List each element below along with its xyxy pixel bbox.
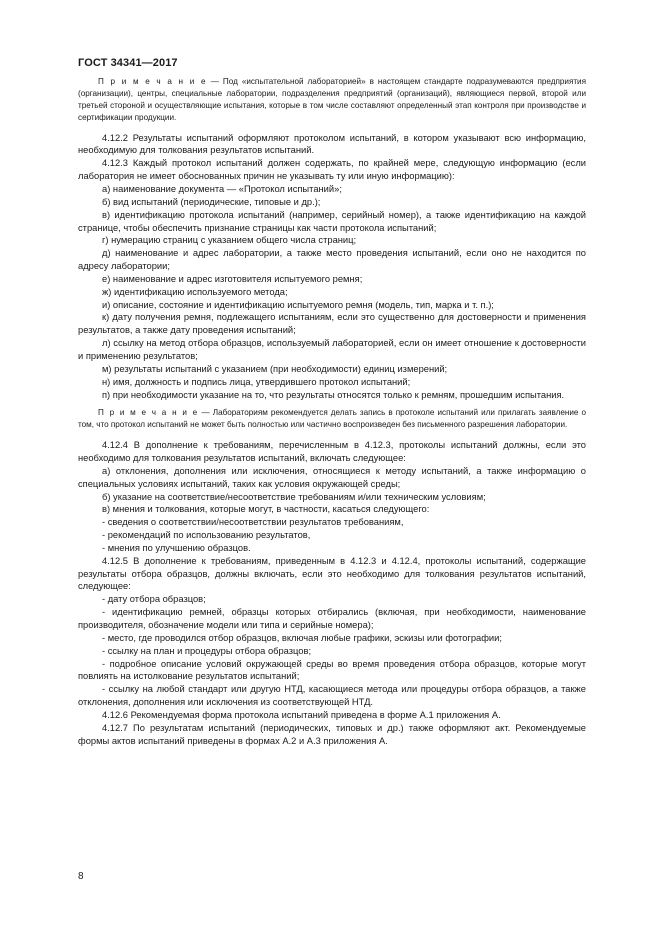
list-item: ж) идентификацию используемого метода; xyxy=(102,286,288,297)
list-item: к) дату получения ремня, подлежащего испытаниям, если это существенно для достоверности и применения результатов, а также дату проведения испытаний; xyxy=(78,312,586,336)
note-first xyxy=(78,76,586,124)
list-item: а) наименование документа — «Протокол испытаний»; xyxy=(102,184,342,194)
list-item: м) результаты испытаний с указанием (при необходимости) единиц измерений; xyxy=(102,363,448,374)
list-item: - мнения по улучшению образцов. xyxy=(102,542,251,553)
paragraph: 4.12.7 По результатам испытаний (периодических, типовых и др.) также оформляют акт. Рекомендуемые формы актов испытаний приведены в формах А.2 и А.3 приложения А. xyxy=(78,722,586,746)
list-item: н) имя, должность и подпись лица, утвердившего протокол испытаний; xyxy=(102,376,411,387)
list-item: б) вид испытаний (периодические, типовые и др.); xyxy=(102,196,321,207)
list-item: и) описание, состояние и идентификацию испытуемого ремня (модель, тип, марка и т. п.); xyxy=(102,299,494,310)
note-text: — Лабораториям рекомендуется делать запись в протоколе испытаний или прилагать заявление о том, что протокол испытаний не может быть полностью или частично воспроизведен без письменного разрешения лаборатории. xyxy=(78,408,587,430)
document-header: ГОСТ 34341—2017 xyxy=(78,57,178,69)
note-label: П р и м е ч а н и е xyxy=(98,77,207,86)
paragraph: 4.12.4 В дополнение к требованиям, перечисленным в 4.12.3, протоколы испытаний должны, если это необходимо для толкования результатов испытаний, включать следующее: xyxy=(78,440,586,463)
list-item: - ссылку на любой стандарт или другую НТД, касающиеся метода или процедуры отбора образцов, а также отклонения, дополнения или исключения из соответствующей НТД. xyxy=(78,684,586,708)
paragraph: 4.12.2 Результаты испытаний оформляют протоколом испытаний, в котором указывают всю информацию, необходимую для толкования результатов испытаний. xyxy=(78,132,586,156)
list-item: - подробное описание условий окружающей среды во время проведения отбора образцов, которые могут повлиять на истолкование результатов испытаний; xyxy=(78,658,586,682)
list-item: г) нумерацию страниц с указанием общего числа страниц; xyxy=(102,235,357,246)
note-text: — Под «испытательной лабораторией» в настоящем стандарте подразумеваются предприятия (организации), центры, специальные лаборатории, подразделения предприятий (организаций), являющиеся первой, второй или третьей стороной и осуществляющие испытания, которые в том числе составляют определенный этап контроля при производстве и сертификации продукции. xyxy=(78,77,586,122)
list-item: - идентификацию ремней, образцы которых отбирались (включая, при необходимости, наименование производителя, обозначение модели или типа и серийные номера); xyxy=(78,607,586,630)
paragraph: 4.12.3 Каждый протокол испытаний должен содержать, по крайней мере, следующую информацию (если лаборатория не имеет обоснованных причин не указывать ту или иную информацию): xyxy=(78,158,586,182)
page-number: 8 xyxy=(78,871,84,882)
list-item: - дату отбора образцов; xyxy=(102,594,206,605)
page-body xyxy=(78,76,586,747)
list-item: - рекомендаций по использованию результатов, xyxy=(102,530,311,541)
list-item: в) идентификацию протокола испытаний (например, серийный номер), а также идентификацию на каждой странице, чтобы обеспечить признание страницы как части протокола испытаний; xyxy=(78,209,586,233)
paragraph-group-1 xyxy=(78,132,586,402)
list-item: а) отклонения, дополнения или исключения, относящиеся к методу испытаний, а также информацию о специальных условиях испытаний, таких как условия окружающей среды; xyxy=(78,465,586,489)
paragraph: 4.12.6 Рекомендуемая форма протокола испытаний приведена в форме А.1 приложения А. xyxy=(102,709,501,720)
note-second xyxy=(78,407,586,431)
list-item: - сведения о соответствии/несоответствии результатов требованиям, xyxy=(102,517,404,528)
paragraph-group-2 xyxy=(78,439,586,747)
list-item: б) указание на соответствие/несоответствие требованиям и/или техническим условиям; xyxy=(102,491,486,502)
list-item: е) наименование и адрес изготовителя испытуемого ремня; xyxy=(102,273,363,284)
list-item: д) наименование и адрес лаборатории, а также место проведения испытаний, если оно не находится по адресу лаборатории; xyxy=(78,248,586,272)
paragraph: 4.12.5 В дополнение к требованиям, приведенным в 4.12.3 и 4.12.4, протоколы испытаний, содержащие результаты отбора образцов, должны включать, если это необходимо для толкования результатов испытаний, следующее: xyxy=(78,555,586,592)
list-item: п) при необходимости указание на то, что результаты относятся только к ремням, прошедшим испытания. xyxy=(102,389,565,400)
list-item: л) ссылку на метод отбора образцов, используемый лабораторией, если он имеет отношение к достоверности и применению результатов; xyxy=(78,338,586,361)
list-item: в) мнения и толкования, которые могут, в частности, касаться следующего: xyxy=(102,504,430,515)
list-item: - ссылку на план и процедуры отбора образцов; xyxy=(102,645,312,656)
list-item: - место, где проводился отбор образцов, включая любые графики, эскизы или фотографии; xyxy=(102,632,502,643)
note-label: П р и м е ч а н и е xyxy=(98,408,199,418)
